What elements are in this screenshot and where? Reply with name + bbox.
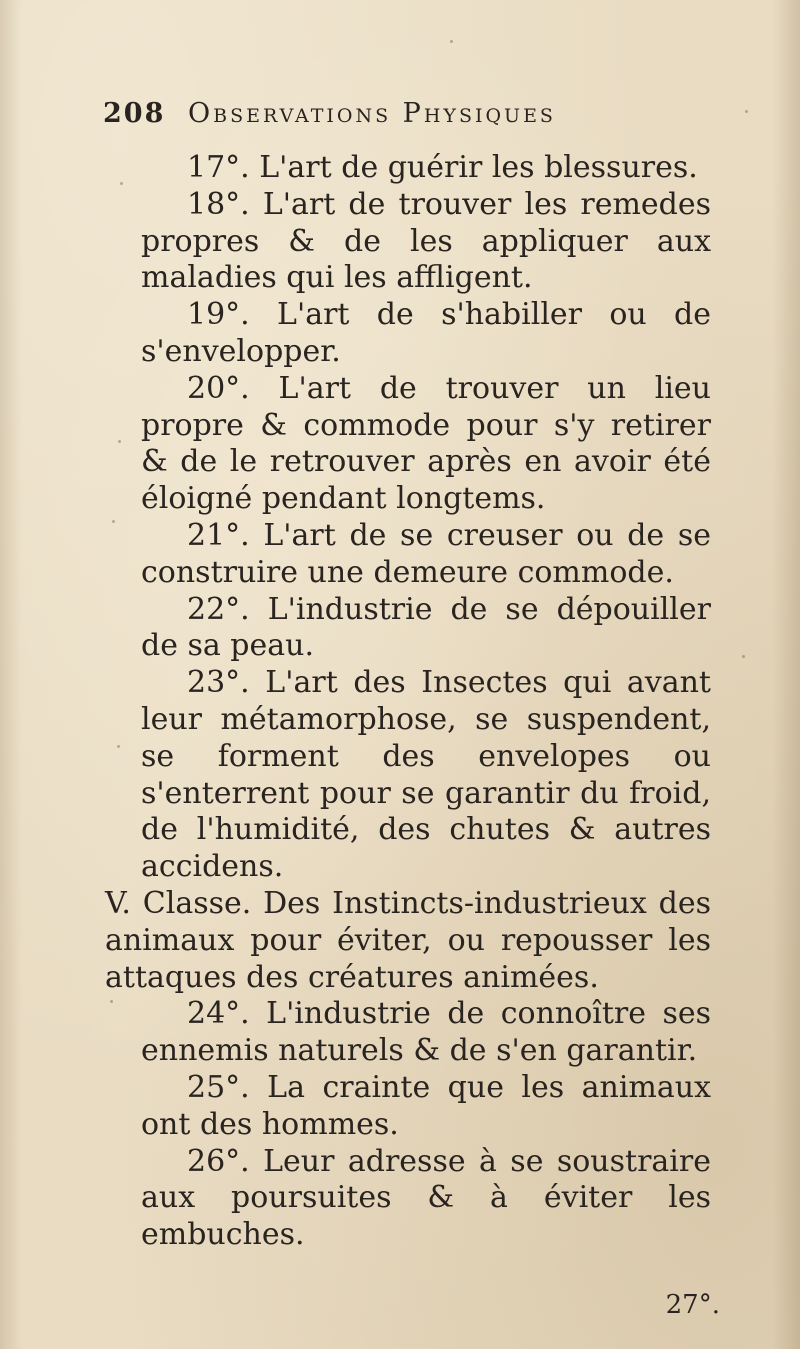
- paragraph-20: 20°. L'art de trouver un lieu propre & commode pour s'y retirer & de le retrouver après en avoir été éloigné pendant longtems.: [141, 370, 711, 517]
- page-shadow-left: [0, 0, 22, 1349]
- running-header: [103, 98, 663, 138]
- paragraph-23: 23°. L'art des Insectes qui avant leur métamorphose, se suspendent, se forment des envelopes ou s'enterrent pour se garantir du froid, de l'humidité, des chutes & autres accidens.: [141, 665, 711, 885]
- paragraph-25: 25°. La crainte que les animaux ont des hommes.: [141, 1069, 711, 1142]
- paper-fleck: [110, 1000, 113, 1003]
- paragraph-17: 17°. L'art de guérir les blessures.: [187, 150, 698, 185]
- paper-fleck: [120, 182, 123, 185]
- paragraph-21: 21°. L'art de se creuser ou de se construire une demeure commode.: [141, 517, 711, 590]
- catchword: 27°.: [665, 1290, 720, 1320]
- paper-fleck: [118, 440, 121, 443]
- paragraph-18: 18°. L'art de trouver les remedes propres & de les appliquer aux maladies qui les affligent.: [141, 186, 711, 296]
- paper-fleck: [112, 520, 115, 523]
- paragraph-24: 24°. L'industrie de connoître ses ennemis naturels & de s'en garantir.: [141, 996, 711, 1069]
- paragraph-26: 26°. Leur adresse à se soustraire aux poursuites & à éviter les embuches.: [141, 1143, 711, 1253]
- paragraph-19: 19°. L'art de s'habiller ou de s'envelopper.: [141, 297, 711, 369]
- paper-fleck: [745, 110, 748, 113]
- page-number: 208: [103, 98, 166, 129]
- section-heading-v: [105, 886, 711, 996]
- section-roman-numeral: V.: [105, 885, 131, 921]
- body-text: [105, 150, 711, 1254]
- paragraph-22: 22°. L'industrie de se dépouiller de sa peau.: [141, 591, 711, 664]
- section-text: Classe. Des Instincts-industrieux des animaux pour éviter, ou repousser les attaques des créatures animées.: [105, 885, 711, 995]
- page-shadow-right: [772, 0, 800, 1349]
- paper-fleck: [117, 745, 120, 748]
- paper-fleck: [450, 40, 453, 43]
- running-title: Observations Physiques: [187, 98, 556, 129]
- paper-fleck: [742, 655, 745, 658]
